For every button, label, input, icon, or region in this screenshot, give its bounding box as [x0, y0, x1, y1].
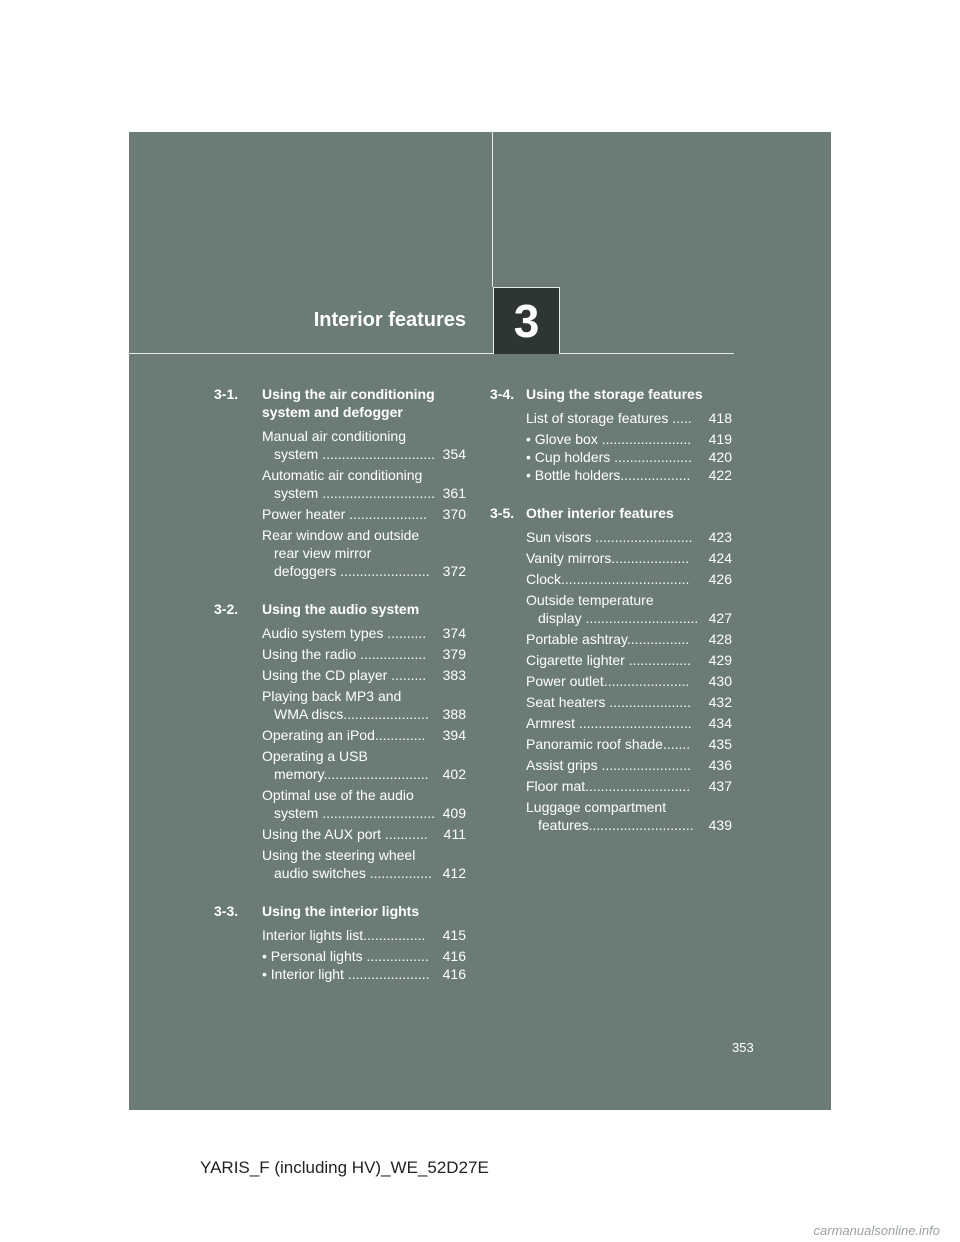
toc-entry-label: Using the steering wheel audio switches ................	[262, 847, 432, 881]
toc-section	[490, 385, 732, 484]
toc-entry-label: Automatic air conditioning system .............................	[262, 467, 436, 501]
toc-entry-page: 374	[442, 625, 466, 641]
toc-entry-label: Audio system types ..........	[262, 625, 427, 641]
section-title: Using the interior lights	[262, 903, 420, 919]
section-title: Using the audio system	[262, 601, 420, 617]
toc-entry-label: Seat heaters .....................	[526, 694, 691, 710]
toc-entry-page: 437	[708, 778, 732, 794]
toc-entry-label: Sun visors .........................	[526, 529, 693, 545]
toc-entry[interactable]	[526, 672, 732, 690]
header-divider-horizontal	[129, 353, 734, 354]
toc-entry-page: 422	[708, 467, 732, 483]
toc-entry[interactable]	[262, 947, 466, 965]
section-number: 3-3.	[214, 903, 239, 919]
toc-entry[interactable]	[262, 825, 466, 843]
toc-entry-label: • Cup holders ....................	[526, 449, 692, 465]
toc-entry-page: 419	[708, 431, 732, 447]
toc-entry[interactable]	[262, 645, 466, 663]
document-footer: YARIS_F (including HV)_WE_52D27E	[200, 1158, 489, 1177]
toc-entry-label: Cigarette lighter ................	[526, 652, 691, 668]
toc-entry[interactable]	[526, 570, 732, 588]
chapter-number: 3	[513, 295, 540, 347]
toc-entry[interactable]	[262, 666, 466, 684]
toc-entry[interactable]	[262, 687, 466, 723]
section-number: 3-1.	[214, 386, 239, 402]
chapter-number-box	[493, 287, 560, 354]
toc-entry[interactable]	[262, 505, 466, 523]
toc-entry[interactable]	[526, 693, 732, 711]
toc-entry-label: • Interior light .....................	[262, 966, 430, 982]
toc-entry[interactable]	[262, 965, 466, 983]
toc-entry-page: 423	[708, 529, 732, 545]
toc-entry-page: 427	[708, 610, 732, 626]
toc-entry-label: List of storage features .....	[526, 410, 692, 426]
toc-entry-page: 370	[442, 506, 466, 522]
toc-entry[interactable]	[526, 591, 732, 627]
toc-entry-label: Manual air conditioning system .............................	[262, 428, 436, 462]
toc-entry-label: Panoramic roof shade.......	[526, 736, 691, 752]
toc-entry-page: 415	[442, 927, 466, 943]
toc-entry-page: 412	[442, 865, 466, 881]
toc-entry-page: 430	[708, 673, 732, 689]
toc-entry-page: 428	[708, 631, 732, 647]
section-heading	[214, 600, 466, 618]
page-number: 353	[732, 1040, 754, 1055]
section-heading	[490, 385, 732, 403]
toc-entry-label: Clock.................................	[526, 571, 690, 587]
toc-entry[interactable]	[262, 466, 466, 502]
section-title: Using the air conditioning system and defogger	[262, 386, 435, 420]
toc-entry[interactable]	[526, 777, 732, 795]
toc-entry[interactable]	[526, 528, 732, 546]
section-heading	[214, 902, 466, 920]
toc-entry[interactable]	[262, 726, 466, 744]
toc-entry-page: 426	[708, 571, 732, 587]
toc-entry-label: Assist grips .......................	[526, 757, 691, 773]
toc-section	[490, 504, 732, 834]
section-heading	[490, 504, 732, 522]
toc-entry-page: 436	[708, 757, 732, 773]
toc-entry-page: 409	[442, 805, 466, 821]
toc-entry-label: Using the radio .................	[262, 646, 427, 662]
chapter-title: Interior features	[313, 309, 466, 331]
toc-entry-page: 439	[708, 817, 732, 833]
toc-entry-label: Armrest .............................	[526, 715, 692, 731]
toc-entry-page: 416	[442, 948, 466, 964]
toc-entry-label: Operating a USB memory...........................	[262, 748, 429, 782]
toc-entry-page: 416	[442, 966, 466, 982]
toc-entry[interactable]	[526, 466, 732, 484]
toc-entry-page: 354	[442, 446, 466, 462]
toc-entry-label: Power heater ....................	[262, 506, 427, 522]
header-divider-vertical	[492, 132, 493, 287]
toc-entry-page: 432	[708, 694, 732, 710]
toc-entry[interactable]	[526, 409, 732, 427]
toc-entry-page: 424	[708, 550, 732, 566]
toc-column-right	[490, 385, 732, 854]
toc-entry-label: Floor mat...........................	[526, 778, 691, 794]
section-title: Other interior features	[526, 505, 674, 521]
toc-entry[interactable]	[526, 735, 732, 753]
toc-entry[interactable]	[526, 714, 732, 732]
toc-entry[interactable]	[526, 448, 732, 466]
toc-entry-label: Operating an iPod.............	[262, 727, 426, 743]
toc-entry[interactable]	[262, 846, 466, 882]
toc-entry-label: Vanity mirrors....................	[526, 550, 690, 566]
section-heading	[214, 385, 466, 421]
toc-entry-page: 379	[442, 646, 466, 662]
toc-entry-label: Optimal use of the audio system .............................	[262, 787, 436, 821]
toc-entry[interactable]	[526, 651, 732, 669]
toc-entry-page: 372	[442, 563, 466, 579]
toc-entry-label: Portable ashtray................	[526, 631, 690, 647]
toc-entry-label: Outside temperature display .............................	[526, 592, 699, 626]
toc-entry-label: Interior lights list................	[262, 927, 426, 943]
toc-section	[214, 902, 466, 983]
toc-entry-label: Playing back MP3 and WMA discs......................	[262, 688, 429, 722]
toc-entry-page: 383	[442, 667, 466, 683]
toc-entry-page: 361	[442, 485, 466, 501]
toc-entry-label: • Bottle holders..................	[526, 467, 691, 483]
toc-entry-page: 394	[442, 727, 466, 743]
toc-entry-page: 420	[708, 449, 732, 465]
watermark: carmanualsonline.info	[813, 1223, 940, 1238]
toc-entry[interactable]	[262, 526, 466, 580]
section-number: 3-4.	[490, 386, 515, 402]
toc-entry-page: 411	[443, 826, 466, 842]
toc-entry-label: Rear window and outside rear view mirror defoggers .......................	[262, 527, 430, 579]
section-title: Using the storage features	[526, 386, 703, 402]
toc-section	[214, 600, 466, 882]
toc-entry-page: 429	[708, 652, 732, 668]
toc-entry[interactable]	[526, 756, 732, 774]
section-number: 3-2.	[214, 601, 239, 617]
toc-entry[interactable]	[262, 926, 466, 944]
toc-entry-label: • Glove box .......................	[526, 431, 692, 447]
toc-entry-label: Luggage compartment features...........................	[526, 799, 694, 833]
toc-entry-label: Power outlet......................	[526, 673, 690, 689]
toc-entry[interactable]	[526, 430, 732, 448]
toc-entry-label: Using the CD player .........	[262, 667, 427, 683]
toc-entry-page: 402	[442, 766, 466, 782]
toc-entry-label: Using the AUX port ...........	[262, 826, 428, 842]
toc-entry-label: • Personal lights ................	[262, 948, 429, 964]
toc-entry-page: 434	[708, 715, 732, 731]
toc-entry[interactable]	[262, 427, 466, 463]
toc-entry[interactable]	[526, 798, 732, 834]
toc-entry[interactable]	[526, 549, 732, 567]
toc-entry-page: 388	[442, 706, 466, 722]
toc-entry[interactable]	[262, 624, 466, 642]
section-number: 3-5.	[490, 505, 515, 521]
toc-column-left	[214, 385, 466, 1003]
toc-entry[interactable]	[526, 630, 732, 648]
toc-entry-page: 435	[708, 736, 732, 752]
toc-entry[interactable]	[262, 747, 466, 783]
toc-entry-page: 418	[708, 410, 732, 426]
toc-entry[interactable]	[262, 786, 466, 822]
toc-section	[214, 385, 466, 580]
